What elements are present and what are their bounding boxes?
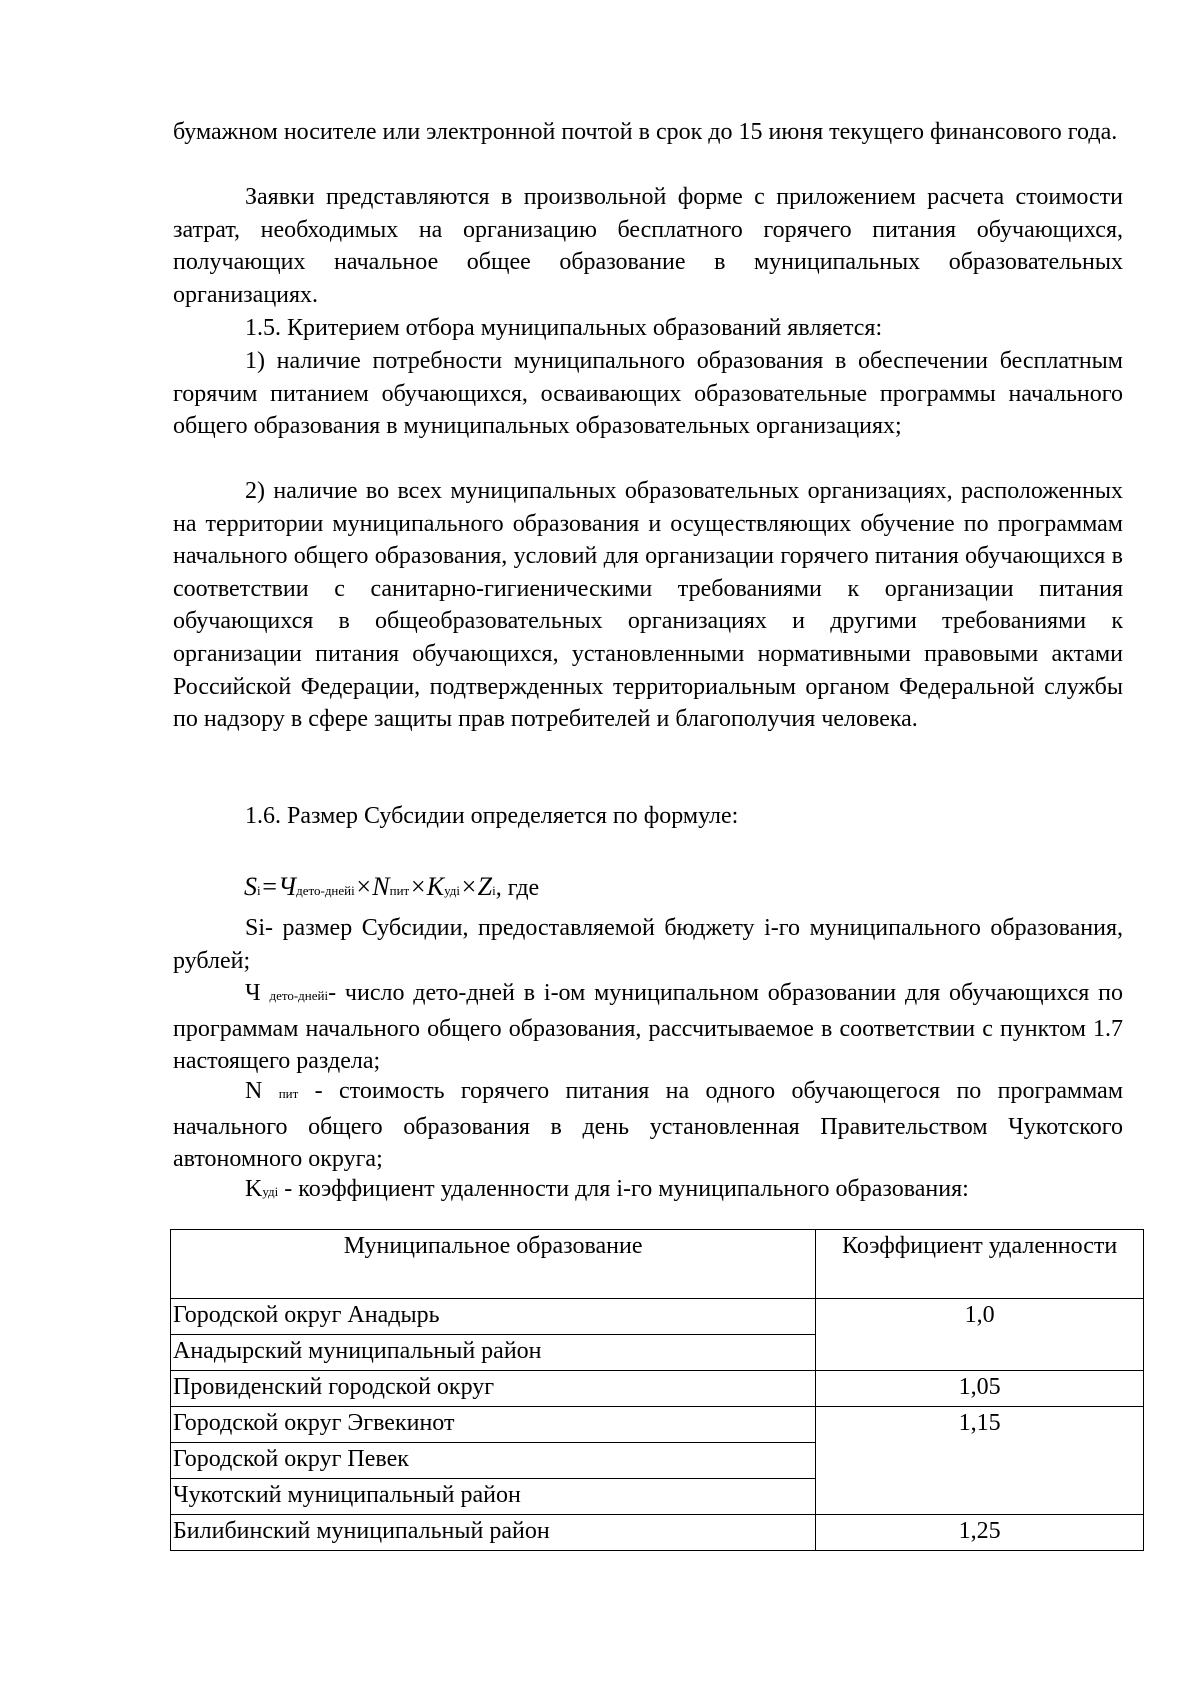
definition-n-sub: пит bbox=[278, 1086, 299, 1101]
municipality-cell: Городской округ Певек bbox=[171, 1443, 816, 1479]
header-coefficient: Коэффициент удаленности bbox=[816, 1230, 1144, 1299]
formula-z-sub: i bbox=[492, 883, 496, 898]
formula-ch-sub: дето-днейi bbox=[296, 883, 355, 898]
remoteness-coefficient-table bbox=[170, 1229, 1144, 1551]
coefficient-cell: 1,0 bbox=[816, 1299, 1144, 1371]
definition-ch-symbol: Ч bbox=[245, 980, 261, 1006]
formula-times-k: ×K bbox=[409, 872, 445, 901]
formula-s: S bbox=[244, 872, 257, 901]
definition-k-text: - коэффициент удаленности для i-го муниципального образования: bbox=[284, 1176, 969, 1202]
formula-s-sub: i bbox=[257, 883, 261, 898]
formula-tail: , где bbox=[495, 875, 540, 901]
definition-si: Si- размер Субсидии, предоставляемой бюджету i-го муниципального образования, рублей; bbox=[173, 915, 1123, 974]
municipality-cell: Анадырский муниципальный район bbox=[171, 1335, 816, 1371]
coefficient-cell: 1,05 bbox=[816, 1371, 1144, 1407]
definition-ch-text: - число дето-дней в i-ом муниципальном образовании для обучающихся по программам начального общего образования, рассчитываемое в соответствии с пунктом 1.7 настоящего раздела; bbox=[173, 980, 1123, 1075]
definition-k bbox=[173, 1173, 1123, 1209]
table-row bbox=[171, 1299, 1144, 1335]
definition-n-symbol: N bbox=[245, 1078, 263, 1104]
formula-times-n: ×N bbox=[354, 872, 390, 901]
definition-k-symbol: K bbox=[245, 1176, 263, 1202]
municipality-cell: Городской округ Эгвекинот bbox=[171, 1407, 816, 1443]
table-row bbox=[171, 1407, 1144, 1443]
definition-n-text: - стоимость горячего питания на одного обучающегося по программам начального общего образования в день установленная Правительством Чукотского автономного округа; bbox=[173, 1078, 1124, 1173]
formula-eq: =Ч bbox=[260, 872, 297, 901]
definition-n bbox=[173, 1075, 1123, 1176]
subsidy-formula bbox=[244, 872, 744, 912]
paragraph-criterion-heading: 1.5. Критерием отбора муниципальных образований является: bbox=[245, 315, 883, 341]
paragraph-criterion-1: 1) наличие потребности муниципального образования в обеспечении бесплатным горячим питанием обучающихся, осваивающих образовательные программы начального общего образования в муниципальных образовательных организациях; bbox=[173, 348, 1123, 440]
table-row bbox=[171, 1515, 1144, 1551]
formula-times-z: ×Z bbox=[460, 872, 493, 901]
paragraph-criterion-2: 2) наличие во всех муниципальных образовательных организациях, расположенных на территории муниципального образования и осуществляющих обучение по программам начального общего образования, условий для организации горячего питания обучающихся в соответствии с санитарно-гигиеническими требованиями к организации питания обучающихся в общеобразовательных организациях и другими требованиями к организации питания обучающихся, установленными нормативными правовыми актами Российской Федерации, подтвержденных территориальным органом Федеральной службы по надзору в сфере защиты прав потребителей и благополучия человека. bbox=[173, 478, 1123, 733]
definition-ch-sub: дето-днейi bbox=[269, 988, 329, 1003]
formula-k-sub: удi bbox=[444, 883, 461, 898]
definition-ch bbox=[173, 977, 1123, 1078]
table-header-row bbox=[171, 1230, 1144, 1299]
paragraph-formula-intro: 1.6. Размер Субсидии определяется по формуле: bbox=[245, 803, 739, 829]
municipality-cell: Чукотский муниципальный район bbox=[171, 1479, 816, 1515]
formula-n-sub: пит bbox=[389, 883, 410, 898]
table-row bbox=[171, 1371, 1144, 1407]
definition-k-sub: удi bbox=[262, 1184, 279, 1199]
paragraph-applications: Заявки представляются в произвольной форме с приложением расчета стоимости затрат, необходимых на организацию бесплатного горячего питания обучающихся, получающих начальное общее образование в муниципальных образовательных организациях. bbox=[173, 184, 1123, 308]
municipality-cell: Провиденский городской округ bbox=[171, 1371, 816, 1407]
coefficient-cell: 1,15 bbox=[816, 1407, 1144, 1515]
paragraph-continuation: бумажном носителе или электронной почтой в срок до 15 июня текущего финансового года. bbox=[173, 119, 1118, 145]
municipality-cell: Городской округ Анадырь bbox=[171, 1299, 816, 1335]
coefficient-cell: 1,25 bbox=[816, 1515, 1144, 1551]
municipality-cell: Билибинский муниципальный район bbox=[171, 1515, 816, 1551]
header-municipality: Муниципальное образование bbox=[171, 1230, 816, 1299]
